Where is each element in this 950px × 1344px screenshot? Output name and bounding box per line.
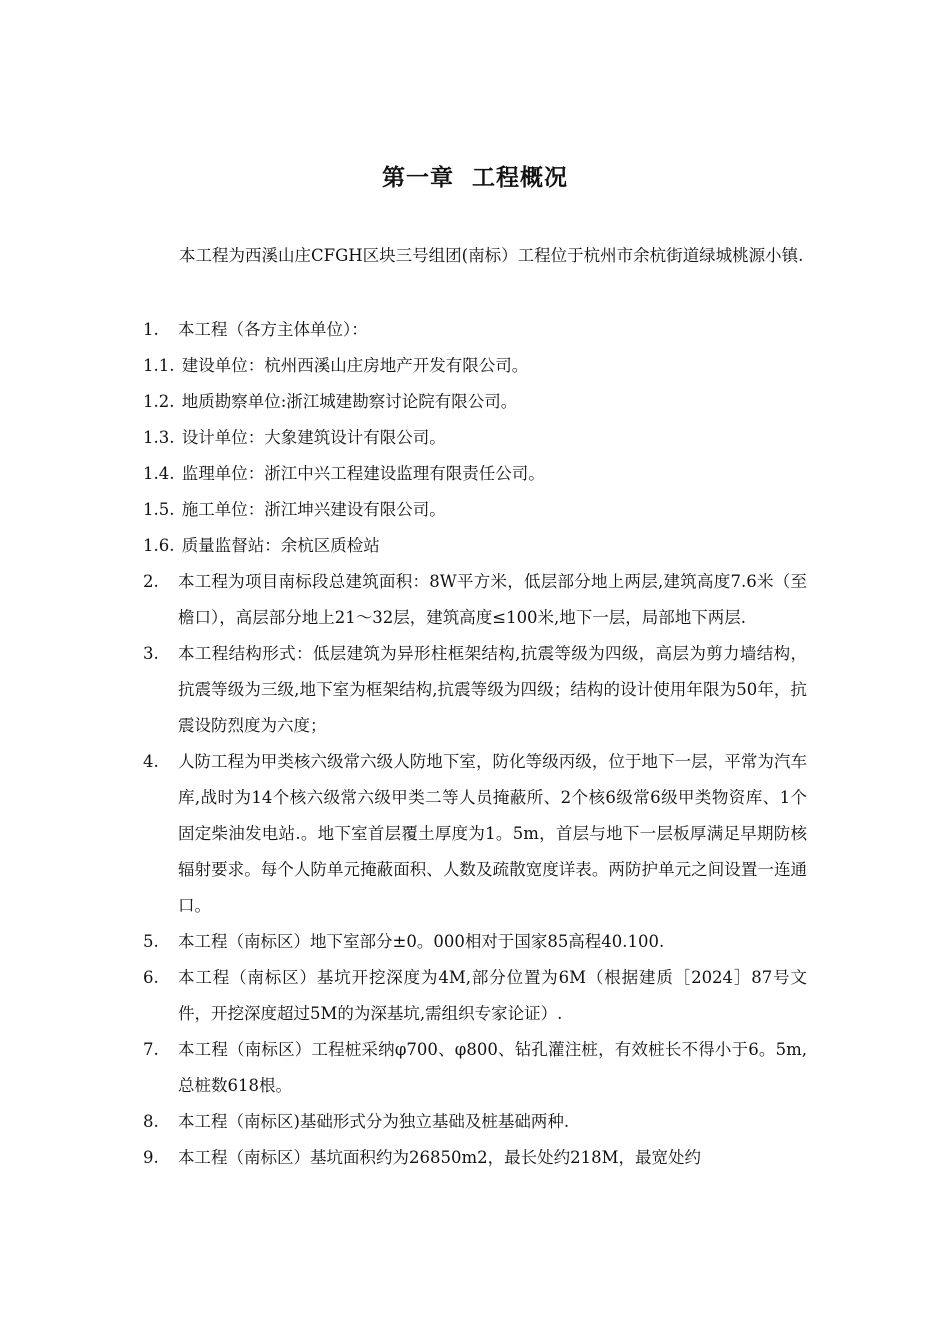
item-text: 本工程（南标区）工程桩采纳φ700、φ800、钻孔灌注桩，有效桩长不得小于6。5m,总桩数618根。 xyxy=(178,1040,807,1095)
overview-list xyxy=(143,312,807,1176)
list-subitem xyxy=(143,528,807,564)
list-item xyxy=(143,1104,807,1140)
item-text: 地质勘察单位:浙江城建勘察讨论院有限公司。 xyxy=(181,392,518,411)
item-number: 1. xyxy=(143,320,159,339)
item-number: 2. xyxy=(143,572,159,591)
item-text: 设计单位：大象建筑设计有限公司。 xyxy=(181,428,446,447)
item-text: 本工程（南标区）地下室部分±0。000相对于国家85高程40.100. xyxy=(178,932,665,951)
item-number: 1.1. xyxy=(143,356,175,375)
chapter-title: 第一章 工程概况 xyxy=(381,165,568,191)
item-number: 1.2. xyxy=(143,392,175,411)
item-number: 5. xyxy=(143,932,159,951)
list-item xyxy=(143,636,807,744)
item-text: 人防工程为甲类核六级常六级人防地下室，防化等级丙级，位于地下一层，平常为汽车库,战时为14个核六级常六级甲类二等人员掩蔽所、2个核6级常6级甲类物资库、1个固定柴油发电站.。地下室首层覆土厚度为1。5m，首层与地下一层板厚满足早期防核辐射要求。每个人防单元掩蔽面积、人数及疏散宽度详表。两防护单元之间设置一连通口。 xyxy=(178,752,807,915)
item-text: 建设单位：杭州西溪山庄房地产开发有限公司。 xyxy=(181,356,529,375)
item-number: 6. xyxy=(143,968,159,987)
item-text: 本工程（南标区)基础形式分为独立基础及桩基础两种. xyxy=(178,1112,570,1131)
item-number: 1.3. xyxy=(143,428,175,447)
item-number: 8. xyxy=(143,1112,159,1131)
item-text: 本工程（各方主体单位）： xyxy=(178,320,368,339)
item-number: 7. xyxy=(143,1040,159,1059)
item-text: 本工程结构形式：低层建筑为异形柱框架结构,抗震等级为四级，高层为剪力墙结构，抗震等级为三级,地下室为框架结构,抗震等级为四级；结构的设计使用年限为50年，抗震设防烈度为六度； xyxy=(178,644,807,735)
item-text: 本工程（南标区）基坑开挖深度为4M,部分位置为6M（根据建质［2024］87号文件，开挖深度超过5M的为深基坑,需组织专家论证）. xyxy=(178,968,807,1023)
item-number: 3. xyxy=(143,644,159,663)
list-item xyxy=(143,960,807,1032)
list-subitem xyxy=(143,348,807,384)
item-text: 监理单位：浙江中兴工程建设监理有限责任公司。 xyxy=(181,464,545,483)
list-item xyxy=(143,744,807,924)
item-number: 4. xyxy=(143,752,159,771)
item-number: 1.5. xyxy=(143,500,175,519)
list-subitem xyxy=(143,420,807,456)
item-text: 质量监督站：余杭区质检站 xyxy=(181,536,380,555)
item-number: 9. xyxy=(143,1148,159,1167)
item-text: 本工程为项目南标段总建筑面积：8W平方米，低层部分地上两层,建筑高度7.6米（至檐口），高层部分地上21～32层，建筑高度≤100米,地下一层，局部地下两层. xyxy=(178,572,807,627)
item-text: 本工程（南标区）基坑面积约为26850m2，最长处约218M，最宽处约 xyxy=(178,1148,702,1167)
list-item xyxy=(143,924,807,960)
list-item xyxy=(143,1032,807,1104)
list-subitem xyxy=(143,492,807,528)
item-text: 施工单位：浙江坤兴建设有限公司。 xyxy=(181,500,446,519)
list-subitem xyxy=(143,384,807,420)
list-item xyxy=(143,564,807,636)
list-item xyxy=(143,312,807,348)
item-number: 1.4. xyxy=(143,464,175,483)
item-number: 1.6. xyxy=(143,536,175,555)
list-subitem xyxy=(143,456,807,492)
list-item xyxy=(143,1140,807,1176)
intro-paragraph: 本工程为西溪山庄CFGH区块三号组团(南标）工程位于杭州市余杭街道绿城桃源小镇. xyxy=(179,246,804,265)
